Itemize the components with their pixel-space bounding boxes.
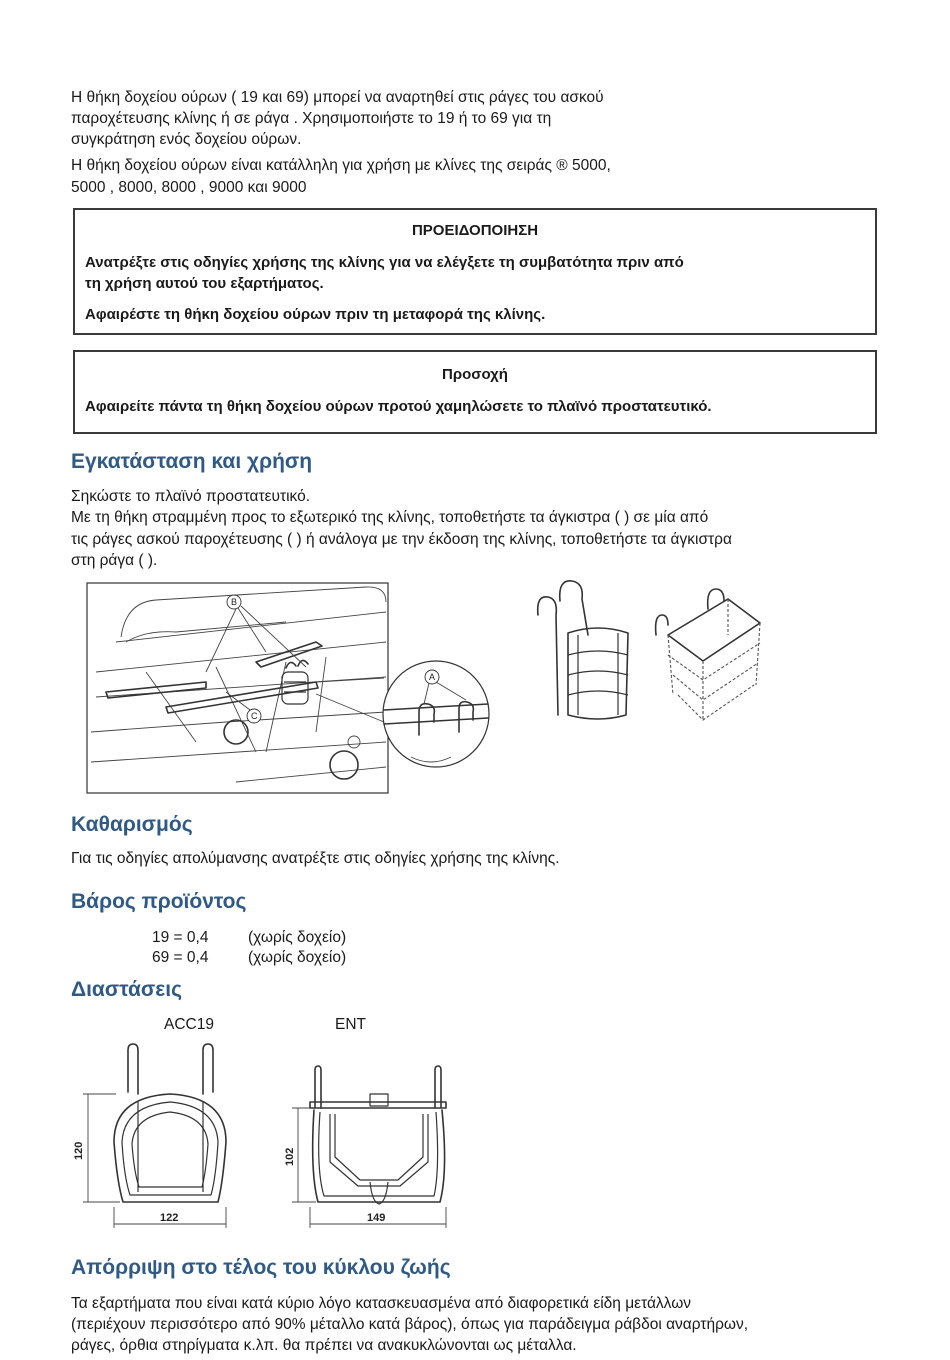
- intro-line-2: παροχέτευσης κλίνης ή σε ράγα . Χρησιμοποιήστε το 19 ή το 69 για τη: [71, 110, 552, 127]
- installation-line-1: Σηκώστε το πλαϊνό προστατευτικό.: [71, 488, 311, 505]
- callout-b: B: [231, 597, 238, 607]
- warning-title: ΠΡΟΕΙΔΟΠΟΙΗΣΗ: [411, 222, 539, 239]
- dimensions-label-acc19: ACC19: [164, 1016, 214, 1033]
- ent-height-label: 102: [284, 1147, 296, 1166]
- installation-illustration: [86, 582, 496, 798]
- holders-illustration: [528, 575, 768, 725]
- ent-width-label: 149: [367, 1212, 386, 1224]
- intro-line-3: συγκράτηση ενός δοχείου ούρων.: [71, 131, 302, 148]
- cleaning-heading: Καθαρισμός: [71, 813, 193, 836]
- weight-row-2-value: 69 = 0,4: [152, 949, 209, 966]
- acc19-height-label: 120: [73, 1141, 85, 1160]
- disposal-line-2: (περιέχουν περισσότερο από 90% μέταλλο κατά βάρος), όπως για παράδειγμα ράβδοι αναρτήρων,: [71, 1316, 749, 1333]
- ent-dimension-drawing: [280, 1062, 470, 1234]
- cleaning-line-1: Για τις οδηγίες απολύμανσης ανατρέξτε στις οδηγίες χρήσης της κλίνης.: [71, 850, 560, 867]
- disposal-heading: Απόρριψη στο τέλος του κύκλου ζωής: [71, 1256, 451, 1279]
- caution-title: Προσοχή: [442, 366, 508, 383]
- disposal-line-1: Τα εξαρτήματα που είναι κατά κύριο λόγο κατασκευασμένα από διαφορετικά είδη μετάλλων: [71, 1295, 692, 1312]
- weight-row-1-note: (χωρίς δοχείο): [248, 929, 347, 946]
- warning-box: [73, 208, 877, 335]
- callout-a: A: [429, 672, 436, 682]
- disposal-line-3: ράγες, όρθια στηρίγματα κ.λπ. θα πρέπει να ανακυκλώνονται ως μέταλλα.: [71, 1337, 577, 1354]
- installation-line-4: στη ράγα ( ).: [71, 552, 158, 569]
- weight-row-1-value: 19 = 0,4: [152, 929, 209, 946]
- acc19-width-label: 122: [160, 1212, 179, 1224]
- warning-line-2: τη χρήση αυτού του εξαρτήματος.: [85, 275, 324, 292]
- acc19-dimension-drawing: [68, 1042, 248, 1234]
- dimensions-label-ent: ENT: [335, 1016, 366, 1033]
- warning-line-1: Ανατρέξτε στις οδηγίες χρήσης της κλίνης για να ελέγξετε τη συμβατότητα πριν από: [85, 254, 684, 271]
- intro-line-4: Η θήκη δοχείου ούρων είναι κατάλληλη για χρήση με κλίνες της σειράς ® 5000,: [71, 157, 611, 174]
- intro-line-1: Η θήκη δοχείου ούρων ( 19 και 69) μπορεί να αναρτηθεί στις ράγες του ασκού: [71, 89, 604, 106]
- weight-heading: Βάρος προϊόντος: [71, 890, 247, 913]
- dimensions-heading: Διαστάσεις: [71, 978, 182, 1001]
- warning-line-3: Αφαιρέστε τη θήκη δοχείου ούρων πριν τη μεταφορά της κλίνης.: [85, 306, 546, 323]
- weight-row-2-note: (χωρίς δοχείο): [248, 949, 347, 966]
- installation-heading: Εγκατάσταση και χρήση: [71, 450, 313, 473]
- installation-line-3: τις ράγες ασκού παροχέτευσης ( ) ή ανάλογα με την έκδοση της κλίνης, τοποθετήστε τα άγκιστρα: [71, 531, 732, 548]
- installation-line-2: Με τη θήκη στραμμένη προς το εξωτερικό της κλίνης, τοποθετήστε τα άγκιστρα ( ) σε μία από: [71, 509, 709, 526]
- caution-box: [73, 350, 877, 434]
- callout-c: C: [251, 711, 258, 721]
- caution-line-1: Αφαιρείτε πάντα τη θήκη δοχείου ούρων προτού χαμηλώσετε το πλαϊνό προστατευτικό.: [85, 398, 712, 415]
- intro-line-5: 5000 , 8000, 8000 , 9000 και 9000: [71, 179, 307, 196]
